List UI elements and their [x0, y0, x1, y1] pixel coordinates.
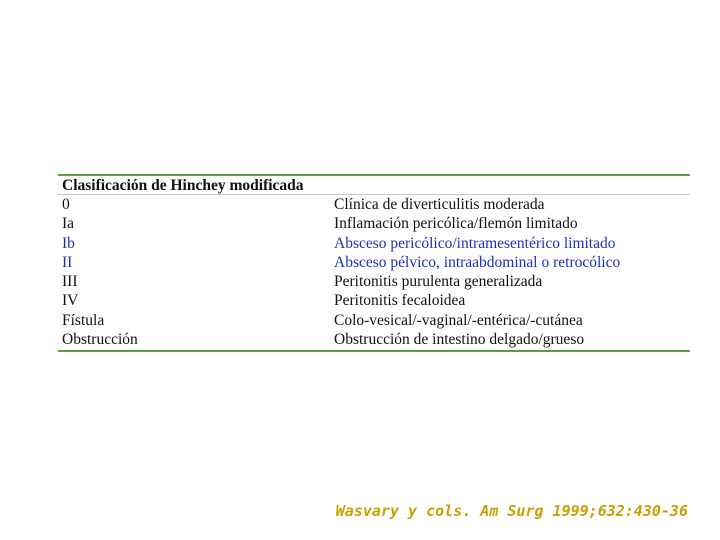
description-cell: Inflamación pericólica/flemón limitado — [334, 215, 578, 233]
table-header-row — [58, 176, 690, 194]
hinchey-classification-table — [58, 174, 690, 352]
description-cell: Peritonitis purulenta generalizada — [334, 273, 543, 291]
citation-reference: Wasvary y cols. Am Surg 1999;632:430-36 — [335, 502, 688, 520]
stage-cell: Ia — [62, 215, 75, 233]
description-cell: Clínica de diverticulitis moderada — [334, 196, 545, 213]
description-cell: Obstrucción de intestino delgado/grueso — [334, 331, 585, 349]
description-cell: Absceso pélvico, intraabdominal o retrocólico — [334, 253, 621, 271]
table-row — [58, 234, 690, 253]
stage-cell: II — [62, 253, 73, 271]
stage-cell: Ib — [62, 234, 75, 252]
table-row — [58, 272, 690, 291]
description-cell: Colo-vesical/-vaginal/-entérica/-cutánea — [334, 311, 583, 329]
stage-cell: Obstrucción — [62, 331, 138, 349]
table-row — [58, 214, 690, 233]
table-bottom-rule — [58, 350, 690, 352]
table-row — [58, 311, 690, 330]
table-row — [58, 330, 690, 349]
stage-cell: Fístula — [62, 311, 105, 329]
table-row — [58, 291, 690, 310]
table-row — [58, 253, 690, 272]
stage-cell: 0 — [62, 196, 70, 213]
stage-cell: III — [62, 273, 78, 291]
stage-cell: IV — [62, 292, 79, 310]
description-cell: Peritonitis fecaloidea — [334, 292, 466, 310]
table-header: Clasificación de Hinchey modificada — [62, 177, 304, 194]
description-cell: Absceso pericólico/intramesentérico limitado — [334, 234, 616, 252]
table-row — [58, 195, 690, 214]
